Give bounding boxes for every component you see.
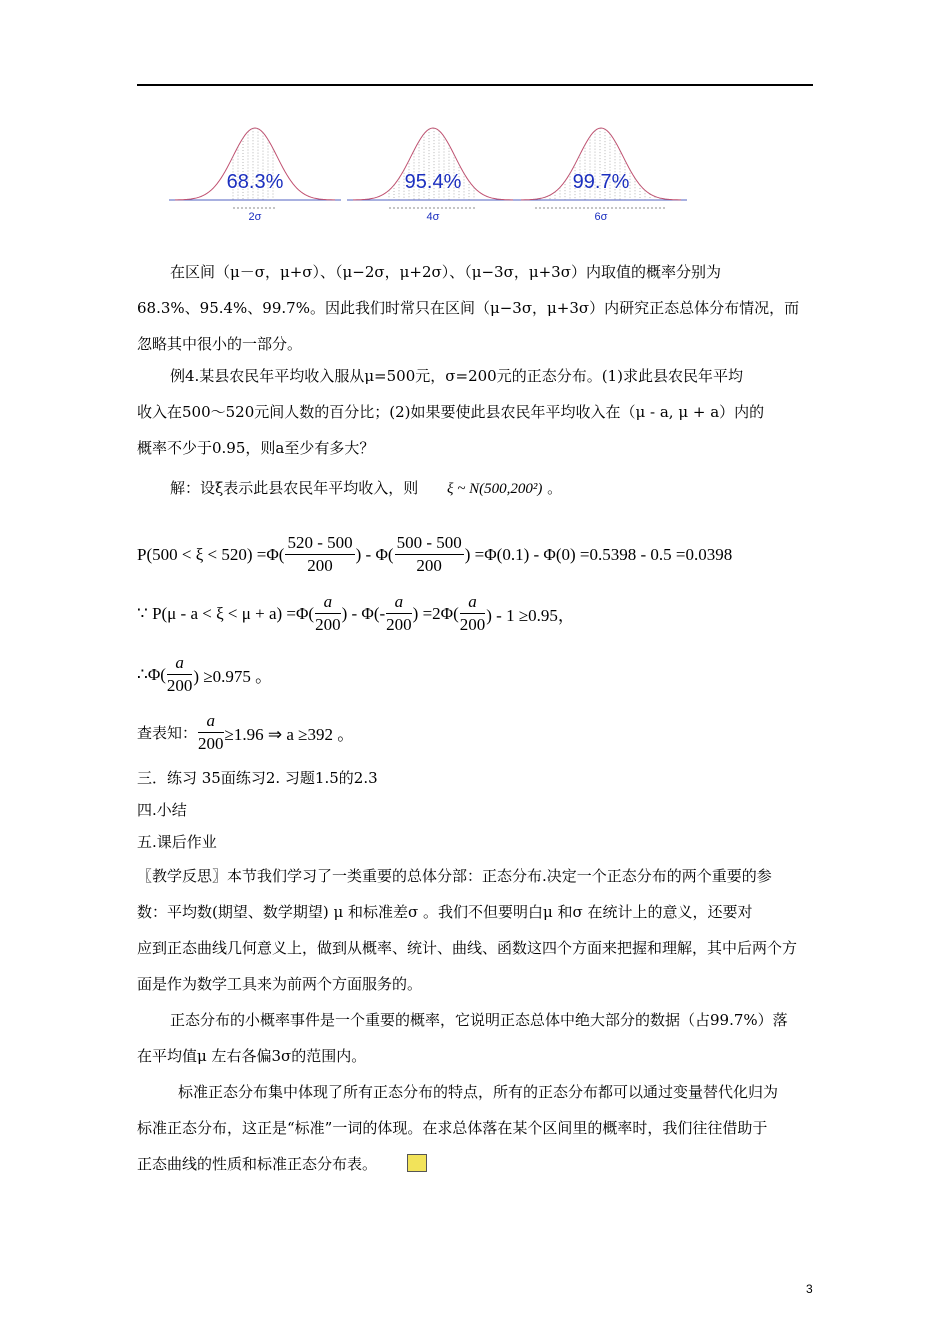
eq3-b: ) ≥0.975 。 bbox=[193, 667, 273, 686]
eq3-num: a bbox=[167, 652, 193, 675]
eq2-b: ) - Φ(- bbox=[341, 603, 386, 623]
header-rule bbox=[137, 84, 813, 86]
equation-1 bbox=[137, 532, 732, 577]
section-homework: 五.课后作业 bbox=[137, 833, 217, 851]
solution-dist: ξ ~ N(500,200²) bbox=[447, 481, 543, 497]
eq4-den: 200 bbox=[198, 734, 224, 753]
eq1-mid: ) - Φ( bbox=[355, 544, 394, 564]
equation-3 bbox=[137, 652, 272, 697]
eq3-a: ∴Φ( bbox=[137, 664, 166, 684]
page-number: 3 bbox=[806, 1282, 813, 1296]
normal-curves-figure bbox=[165, 118, 705, 230]
eq2-f2-num: a bbox=[386, 591, 412, 614]
eq3-fraction bbox=[167, 652, 193, 697]
curve-2 bbox=[347, 128, 519, 223]
sigma-label: 2σ bbox=[248, 211, 262, 223]
curve-3 bbox=[515, 128, 687, 223]
para1-line1: 在区间（μ－σ，μ+σ）、（μ−2σ，μ+2σ）、（μ−3σ，μ+3σ）内取值的概率分别为 bbox=[170, 263, 721, 281]
reflection-line6: 在平均值μ 左右各偏3σ的范围内。 bbox=[137, 1047, 367, 1065]
eq3-den: 200 bbox=[166, 676, 193, 695]
sigma-label: 6σ bbox=[594, 211, 608, 223]
eq4-b: ≥1.96 ⇒ a ≥392 。 bbox=[224, 725, 355, 744]
eq2-fraction-1 bbox=[315, 591, 341, 636]
eq1-rhs: ) =Φ(0.1) - Φ(0) =0.5398 - 0.5 =0.0398 bbox=[464, 544, 733, 564]
equation-4 bbox=[137, 710, 354, 755]
section-practice: 三．练习 35面练习2. 习题1.5的2.3 bbox=[137, 769, 378, 787]
eq4-fraction bbox=[198, 710, 224, 755]
reflection-line7: 标准正态分布集中体现了所有正态分布的特点，所有的正态分布都可以通过变量替代化归为 bbox=[178, 1083, 779, 1101]
eq1-fraction-1 bbox=[285, 532, 354, 577]
eq2-f3-den: 200 bbox=[459, 615, 486, 634]
reflection-line2: 数：平均数(期望、数学期望) μ 和标准差σ 。我们不但要明白μ 和σ 在统计上的意义，还要对 bbox=[137, 903, 753, 921]
example-line3: 概率不少于0.95，则a至少有多大？ bbox=[137, 439, 375, 457]
eq2-e: ) - 1 ≥0.95， bbox=[486, 606, 575, 625]
eq1-fraction-2 bbox=[395, 532, 464, 577]
para1-line3: 忽略其中很小的一部分。 bbox=[137, 335, 303, 353]
curve-1 bbox=[169, 128, 341, 223]
percent-label: 95.4% bbox=[404, 171, 462, 193]
percent-label: 68.3% bbox=[226, 171, 284, 193]
reflection-line3: 应到正态曲线几何意义上，做到从概率、统计、曲线、函数这四个方面来把握和理解，其中后两个方 bbox=[137, 939, 798, 957]
eq4-a: 查表知： bbox=[137, 724, 198, 742]
eq2-fraction-3 bbox=[460, 591, 486, 636]
solution-intro bbox=[170, 478, 846, 499]
example-line2: 收入在500～520元间人数的百分比；(2)如果要使此县农民年平均收入在（μ - a, μ + a）内的 bbox=[137, 403, 765, 421]
eq1-f1-num: 520 - 500 bbox=[285, 532, 354, 555]
reflection-line1: 〖教学反思〗本节我们学习了一类重要的总体分部：正态分布.决定一个正态分布的两个重要的参 bbox=[137, 867, 772, 885]
section-summary: 四.小结 bbox=[137, 801, 187, 819]
reflection-line9: 正态曲线的性质和标准正态分布表。 bbox=[137, 1155, 378, 1173]
equation-2 bbox=[137, 591, 575, 636]
eq2-a: ∵ P(μ - a < ξ < μ + a) =Φ( bbox=[137, 603, 315, 623]
eq2-f3-num: a bbox=[460, 591, 486, 614]
eq1-lhs: P(500 < ξ < 520) =Φ( bbox=[137, 544, 285, 564]
eq2-f2-den: 200 bbox=[386, 615, 412, 634]
example-line1: 例4.某县农民年平均收入服从μ=500元，σ=200元的正态分布。(1)求此县农民年平均 bbox=[170, 367, 743, 385]
para1-line2: 68.3%、95.4%、99.7%。因此我们时常只在区间（μ−3σ，μ+3σ）内研究正态总体分布情况，而 bbox=[137, 299, 800, 317]
eq4-num: a bbox=[198, 710, 224, 733]
eq2-f1-den: 200 bbox=[315, 615, 341, 634]
eq1-f2-den: 200 bbox=[416, 556, 442, 575]
solution-intro-text: 解：设ξ表示此县农民年平均收入，则 bbox=[170, 479, 419, 497]
percent-label: 99.7% bbox=[572, 171, 630, 193]
solution-dot: 。 bbox=[547, 479, 563, 497]
reflection-line5: 正态分布的小概率事件是一个重要的概率，它说明正态总体中绝大部分的数据（占99.7%）落 bbox=[170, 1011, 788, 1029]
edit-icon[interactable] bbox=[407, 1154, 427, 1172]
reflection-line4: 面是作为数学工具来为前两个方面服务的。 bbox=[137, 975, 423, 993]
eq1-f1-den: 200 bbox=[307, 556, 333, 575]
eq1-f2-num: 500 - 500 bbox=[395, 532, 464, 555]
eq2-fraction-2 bbox=[386, 591, 412, 636]
eq2-c: ) =2Φ( bbox=[412, 603, 459, 623]
reflection-line8: 标准正态分布，这正是“标准”一词的体现。在求总体落在某个区间里的概率时，我们往往借助于 bbox=[137, 1119, 768, 1137]
eq2-f1-num: a bbox=[315, 591, 341, 614]
sigma-label: 4σ bbox=[426, 211, 440, 223]
